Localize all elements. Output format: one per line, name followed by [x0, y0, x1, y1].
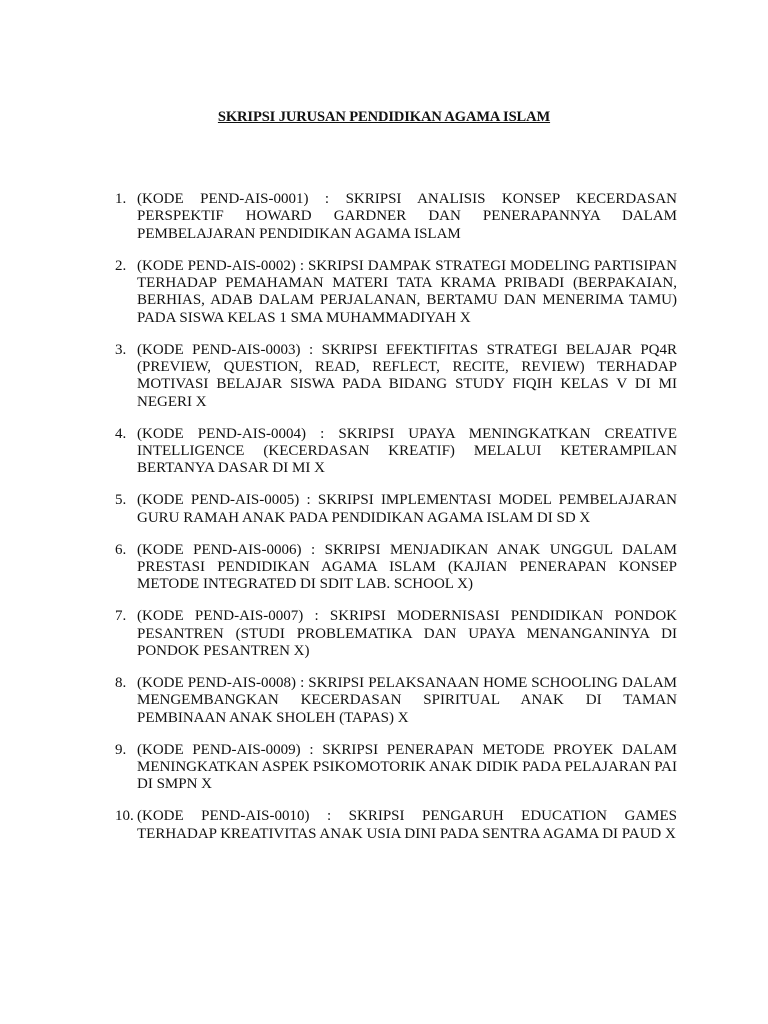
item-text: (KODE PEND-AIS-0005) : SKRIPSI IMPLEMENTASI MODEL PEMBELAJARAN GURU RAMAH ANAK PADA PENDIDIKAN AGAMA ISLAM DI SD X: [137, 492, 677, 526]
item-number: 5.: [115, 492, 127, 509]
item-number: 2.: [115, 257, 127, 274]
thesis-list: [115, 191, 677, 858]
list-item: [115, 608, 677, 660]
item-text: (KODE PEND-AIS-0001) : SKRIPSI ANALISIS KONSEP KECERDASAN PERSPEKTIF HOWARD GARDNER DAN PENERAPANNYA DALAM PEMBELAJARAN PENDIDIKAN AGAMA ISLAM: [137, 191, 677, 242]
item-text: (KODE PEND-AIS-0003) : SKRIPSI EFEKTIFITAS STRATEGI BELAJAR PQ4R (PREVIEW, QUESTION, READ, REFLECT, RECITE, REVIEW) TERHADAP MOTIVASI BELAJAR SISWA PADA BIDANG STUDY FIQIH KELAS V DI MI NEGERI X: [137, 341, 677, 410]
item-text: (KODE PEND-AIS-0008) : SKRIPSI PELAKSANAAN HOME SCHOOLING DALAM MENGEMBANGKAN KECERDASAN SPIRITUAL ANAK DI TAMAN PEMBINAAN ANAK SHOLEH (TAPAS) X: [137, 675, 677, 726]
item-number: 6.: [115, 541, 127, 558]
item-text: (KODE PEND-AIS-0009) : SKRIPSI PENERAPAN METODE PROYEK DALAM MENINGKATKAN ASPEK PSIKOMOTORIK ANAK DIDIK PADA PELAJARAN PAI DI SMPN X: [137, 741, 677, 793]
list-item: [115, 808, 677, 843]
list-item: [115, 258, 677, 327]
item-text: (KODE PEND-AIS-0004) : SKRIPSI UPAYA MENINGKATKAN CREATIVE INTELLIGENCE (KECERDASAN KREATIF) MELALUI KETERAMPILAN BERTANYA DASAR DI MI X: [137, 425, 677, 477]
item-text: (KODE PEND-AIS-0006) : SKRIPSI MENJADIKAN ANAK UNGGUL DALAM PRESTASI PENDIDIKAN AGAMA ISLAM (KAJIAN PENERAPAN KONSEP METODE INTEGRATED DI SDIT LAB. SCHOOL X): [137, 541, 677, 593]
list-item: [115, 426, 677, 478]
item-text: (KODE PEND-AIS-0010) : SKRIPSI PENGARUH EDUCATION GAMES TERHADAP KREATIVITAS ANAK USIA DINI PADA SENTRA AGAMA DI PAUD X: [137, 808, 677, 842]
list-item: [115, 492, 677, 527]
item-number: 7.: [115, 608, 127, 625]
item-number: 8.: [115, 675, 127, 692]
list-item: [115, 342, 677, 411]
item-number: 4.: [115, 425, 127, 442]
document-title: SKRIPSI JURUSAN PENDIDIKAN AGAMA ISLAM: [217, 109, 551, 125]
item-number: 9.: [115, 741, 127, 758]
list-item: [115, 675, 677, 727]
item-number: 1.: [115, 191, 127, 207]
item-text: (KODE PEND-AIS-0007) : SKRIPSI MODERNISASI PENDIDIKAN PONDOK PESANTREN (STUDI PROBLEMATIKA DAN UPAYA MENANGANINYA DI PONDOK PESANTREN X): [137, 608, 677, 660]
list-item: [115, 191, 677, 243]
item-number: 3.: [115, 341, 127, 358]
item-number: 10.: [115, 808, 134, 825]
list-item: [115, 742, 677, 794]
item-text: (KODE PEND-AIS-0002) : SKRIPSI DAMPAK STRATEGI MODELING PARTISIPAN TERHADAP PEMAHAMAN MATERI TATA KRAMA PRIBADI (BERPAKAIAN, BERHIAS, ADAB DALAM PERJALANAN, BERTAMU DAN MENERIMA TAMU) PADA SISWA KELAS 1 SMA MUHAMMADIYAH X: [137, 257, 677, 326]
list-item: [115, 542, 677, 594]
